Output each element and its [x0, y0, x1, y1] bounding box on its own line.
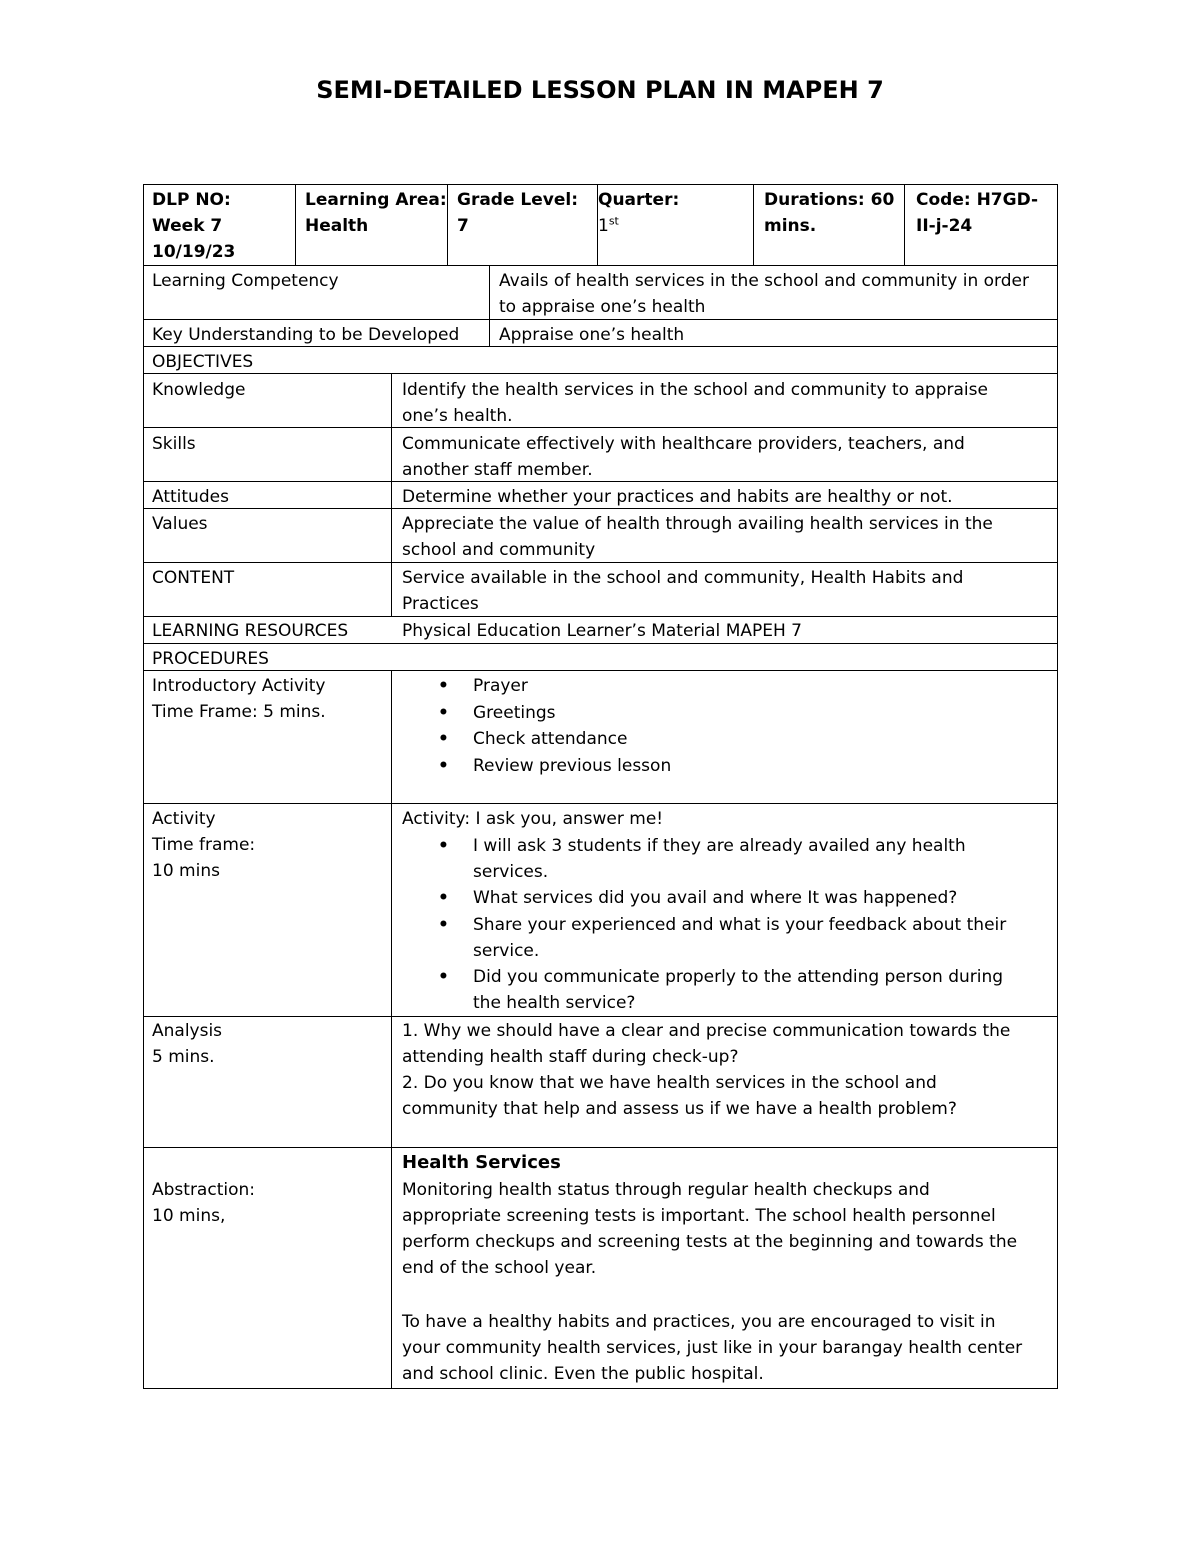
- attitudes-label: Attitudes: [152, 487, 229, 507]
- list-item-text: [473, 885, 957, 911]
- paragraph-line: Monitoring health status through regular health checkups and: [402, 1180, 930, 1200]
- quarter-number: 1: [598, 216, 609, 236]
- dlp-cell: [152, 187, 235, 265]
- row-divider: [143, 1147, 1058, 1148]
- analysis-q2-line1: 2. Do you know that we have health services in the school and: [402, 1073, 937, 1093]
- activity-label: Activity: [152, 809, 216, 829]
- col-divider: [391, 670, 392, 1389]
- list-item-line: Did you communicate properly to the attending person during: [473, 967, 1004, 987]
- col-divider: [295, 184, 296, 265]
- resources-value: Physical Education Learner’s Material MAPEH 7: [402, 621, 802, 641]
- analysis-label-cell: [152, 1018, 222, 1070]
- bullet: •: [438, 703, 449, 723]
- values-label: Values: [152, 514, 208, 534]
- skills-line1: Communicate effectively with healthcare providers, teachers, and: [402, 434, 965, 454]
- abstraction-label-cell: [152, 1177, 255, 1229]
- list-item-line: Share your experienced and what is your feedback about their: [473, 915, 1007, 935]
- duration-line2: mins.: [764, 216, 817, 236]
- knowledge-line2: one’s health.: [402, 406, 513, 426]
- values-line1: Appreciate the value of health through availing health services in the: [402, 514, 993, 534]
- resources-label: LEARNING RESOURCES: [152, 621, 349, 641]
- abstraction-heading: Health Services: [402, 1152, 561, 1173]
- paragraph-line: and school clinic. Even the public hospital.: [402, 1364, 764, 1384]
- skills-label: Skills: [152, 434, 196, 454]
- row-divider: [143, 803, 1058, 804]
- competency-line2: to appraise one’s health: [499, 297, 706, 317]
- activity-time: 10 mins: [152, 861, 220, 881]
- table-border-left: [143, 184, 144, 1389]
- grade-level-cell: [457, 187, 578, 239]
- competency-value: [499, 268, 1029, 320]
- table-border-bottom: [143, 1388, 1058, 1389]
- col-divider: [489, 265, 490, 346]
- list-item-line: services.: [473, 862, 549, 882]
- skills-value: [402, 431, 965, 483]
- week-value: Week 7: [152, 216, 223, 236]
- grade-level-label: Grade Level:: [457, 190, 579, 210]
- quarter-suffix: st: [608, 214, 619, 228]
- col-divider: [447, 184, 448, 265]
- abstraction-time: 10 mins,: [152, 1206, 226, 1226]
- analysis-q1-line2: attending health staff during check-up?: [402, 1047, 739, 1067]
- knowledge-value: [402, 377, 988, 429]
- list-item-line: I will ask 3 students if they are already availed any health: [473, 836, 966, 856]
- quarter-value: [598, 213, 679, 239]
- date-value: 10/19/23: [152, 242, 236, 262]
- key-understanding-value: Appraise one’s health: [499, 325, 685, 345]
- table-border-top: [143, 184, 1058, 185]
- quarter-cell: [598, 187, 679, 239]
- analysis-time: 5 mins.: [152, 1047, 215, 1067]
- list-item-text: Greetings: [473, 703, 556, 723]
- col-divider: [753, 184, 754, 265]
- list-item-line: the health service?: [473, 993, 636, 1013]
- paragraph-line: perform checkups and screening tests at the beginning and towards the: [402, 1232, 1018, 1252]
- competency-line1: Avails of health services in the school and community in order: [499, 271, 1029, 291]
- duration-line1: Durations: 60: [764, 190, 895, 210]
- abstraction-paragraph-1: [402, 1177, 1017, 1281]
- table-border-right: [1057, 184, 1058, 1389]
- analysis-questions: [402, 1018, 1010, 1122]
- content-line1: Service available in the school and community, Health Habits and: [402, 568, 964, 588]
- learning-area-label: Learning Area:: [305, 190, 447, 210]
- list-item-text: [473, 964, 1003, 1016]
- row-divider: [143, 373, 1058, 374]
- attitudes-value: Determine whether your practices and habits are healthy or not.: [402, 487, 953, 507]
- quarter-label: Quarter:: [598, 190, 680, 210]
- row-divider: [143, 265, 1058, 266]
- knowledge-line1: Identify the health services in the school and community to appraise: [402, 380, 988, 400]
- content-value: [402, 565, 963, 617]
- grade-level-value: 7: [457, 216, 469, 236]
- page-title: SEMI-DETAILED LESSON PLAN IN MAPEH 7: [316, 76, 884, 104]
- abstraction-paragraph-2: [402, 1309, 1022, 1387]
- activity-label-cell: [152, 806, 255, 884]
- analysis-label: Analysis: [152, 1021, 223, 1041]
- list-item-line: What services did you avail and where It was happened?: [473, 888, 958, 908]
- key-understanding-label: Key Understanding to be Developed: [152, 325, 460, 345]
- duration-cell: [764, 187, 894, 239]
- paragraph-line: To have a healthy habits and practices, you are encouraged to visit in: [402, 1312, 996, 1332]
- bullet: •: [438, 836, 449, 856]
- competency-label: Learning Competency: [152, 271, 339, 291]
- bullet: •: [438, 915, 449, 935]
- bullet: •: [438, 676, 449, 696]
- objectives-heading: OBJECTIVES: [152, 352, 254, 372]
- paragraph-line: your community health services, just like in your barangay health center: [402, 1338, 1023, 1358]
- col-divider: [391, 373, 392, 616]
- values-line2: school and community: [402, 540, 596, 560]
- col-divider: [904, 184, 905, 265]
- introductory-label: Introductory Activity: [152, 676, 326, 696]
- list-item-text: [473, 833, 966, 885]
- abstraction-label: Abstraction:: [152, 1180, 255, 1200]
- introductory-label-cell: [152, 673, 326, 725]
- dlp-label: DLP NO:: [152, 190, 231, 210]
- knowledge-label: Knowledge: [152, 380, 246, 400]
- list-item-text: Prayer: [473, 676, 528, 696]
- content-line2: Practices: [402, 594, 479, 614]
- analysis-q1-line1: 1. Why we should have a clear and precise communication towards the: [402, 1021, 1011, 1041]
- analysis-q2-line2: community that help and assess us if we have a health problem?: [402, 1099, 957, 1119]
- list-item-text: Review previous lesson: [473, 756, 672, 776]
- list-item-line: service.: [473, 941, 540, 961]
- values-value: [402, 511, 993, 563]
- row-divider: [143, 1016, 1058, 1017]
- learning-area-value: Health: [305, 216, 369, 236]
- procedures-heading: PROCEDURES: [152, 649, 269, 669]
- code-cell: [916, 187, 1038, 239]
- paragraph-line: end of the school year.: [402, 1258, 597, 1278]
- bullet: •: [438, 729, 449, 749]
- list-item-text: Check attendance: [473, 729, 628, 749]
- activity-heading: Activity: I ask you, answer me!: [402, 809, 664, 829]
- bullet: •: [438, 756, 449, 776]
- code-line1: Code: H7GD-: [916, 190, 1039, 210]
- bullet: •: [438, 967, 449, 987]
- row-divider: [143, 670, 1058, 671]
- skills-line2: another staff member.: [402, 460, 593, 480]
- content-label: CONTENT: [152, 568, 235, 588]
- bullet: •: [438, 888, 449, 908]
- paragraph-line: appropriate screening tests is important. The school health personnel: [402, 1206, 996, 1226]
- introductory-time: Time Frame: 5 mins.: [152, 702, 326, 722]
- code-line2: II-j-24: [916, 216, 973, 236]
- learning-area-cell: [305, 187, 447, 239]
- list-item-text: [473, 912, 1006, 964]
- activity-time-label: Time frame:: [152, 835, 256, 855]
